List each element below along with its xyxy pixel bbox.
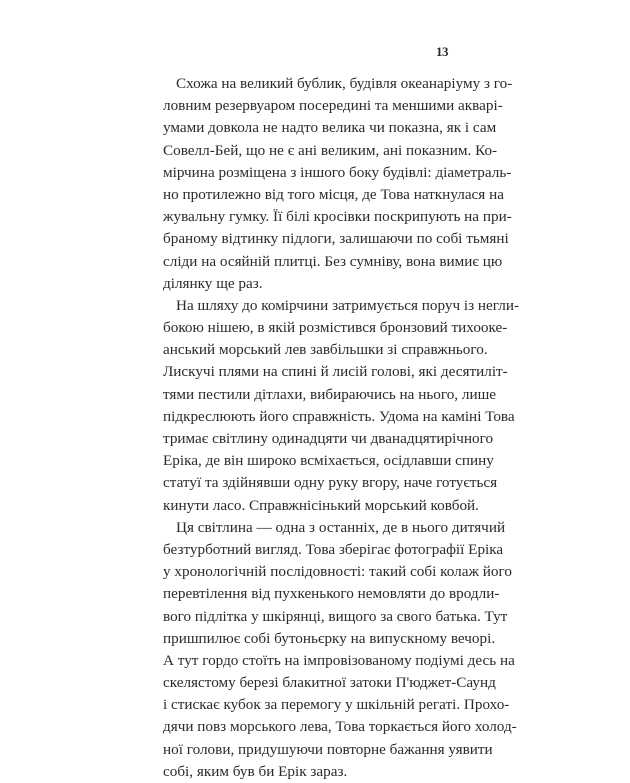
paragraph-1 (163, 73, 513, 295)
text-line: А тут гордо стоїть на імпровізованому подіумі десь на (163, 651, 515, 669)
text-line: статуї та здійнявши одну руку вгору, наче готується (163, 474, 498, 492)
text-line: Ця світлина — одна з останніх, де в нього дитячий (176, 518, 506, 536)
text-line: підкреслюють його справжність. Удома на каміні Това (163, 407, 515, 425)
text-line: умами довкола не надто велика чи показна, як і сам (163, 119, 497, 137)
text-line: ловним резервуаром посередині та меншими акварі- (163, 97, 503, 115)
text-line: Еріка, де він широко всміхається, осідлавши спину (163, 452, 494, 470)
text-line: і стискає кубок за перемогу у шкільній регаті. Прохо- (163, 696, 510, 714)
text-line: Схожа на великий бублик, будівля океанаріуму з го- (176, 75, 513, 92)
text-line: тями пестили дітлахи, вибираючись на нього, лише (163, 385, 497, 403)
page-number: 13 (436, 44, 448, 59)
text-line: Лискучі плями на спині й лисій голові, які десятиліт- (163, 363, 508, 381)
text-line: браному відтинку підлоги, залишаючи по собі тьмяні (163, 230, 509, 248)
text-line: пришпилює собі бутоньєрку на випускному вечорі. (163, 629, 496, 647)
text-line: безтурботний вигляд. Това зберігає фотографії Еріка (163, 540, 504, 558)
text-line: ної голови, придушуючи повторне бажання уявити (163, 740, 493, 758)
text-line: но протилежно від того місця, де Това наткнулася на (163, 185, 504, 203)
text-line: собі, яким був би Ерік зараз. (163, 762, 348, 780)
text-line: Совелл-Бей, що не є ані великим, ані показним. Ко- (163, 141, 498, 159)
text-line: кинути ласо. Справжнісінький морський ковбой. (163, 496, 479, 514)
paragraph-2 (163, 295, 520, 517)
body-text (163, 73, 520, 783)
paragraph-3 (163, 517, 517, 783)
text-line: скелястому березі блакитної затоки П'юджет-Саунд (163, 674, 496, 692)
text-line: На шляху до комірчини затримується поруч із негли- (176, 296, 520, 314)
text-line: анський морський лев завбільшки зі справжнього. (163, 341, 488, 359)
text-line: вого підлітка у шкірянці, вищого за свого батька. Тут (163, 607, 508, 625)
text-line: бокою нішею, в якій розмістився бронзовий тихооке- (163, 319, 508, 337)
text-line: у хронологічній послідовності: такий собі колаж його (163, 563, 512, 581)
text-line: перевтілення від пухкенького немовляти до вродли- (163, 585, 500, 603)
text-line: тримає світлину одинадцяти чи дванадцятирічного (163, 430, 494, 447)
text-line: мірчина розміщена з іншого боку будівлі: діаметраль- (163, 163, 512, 181)
text-line: жувальну гумку. Її білі кросівки поскрипують на при- (163, 208, 512, 226)
text-line: сліди на осяйній плитці. Без сумніву, вона вимиє цю (163, 252, 503, 270)
text-line: дячи повз морського лева, Това торкається його холод- (163, 718, 517, 736)
text-line: ділянку ще раз. (163, 274, 263, 292)
